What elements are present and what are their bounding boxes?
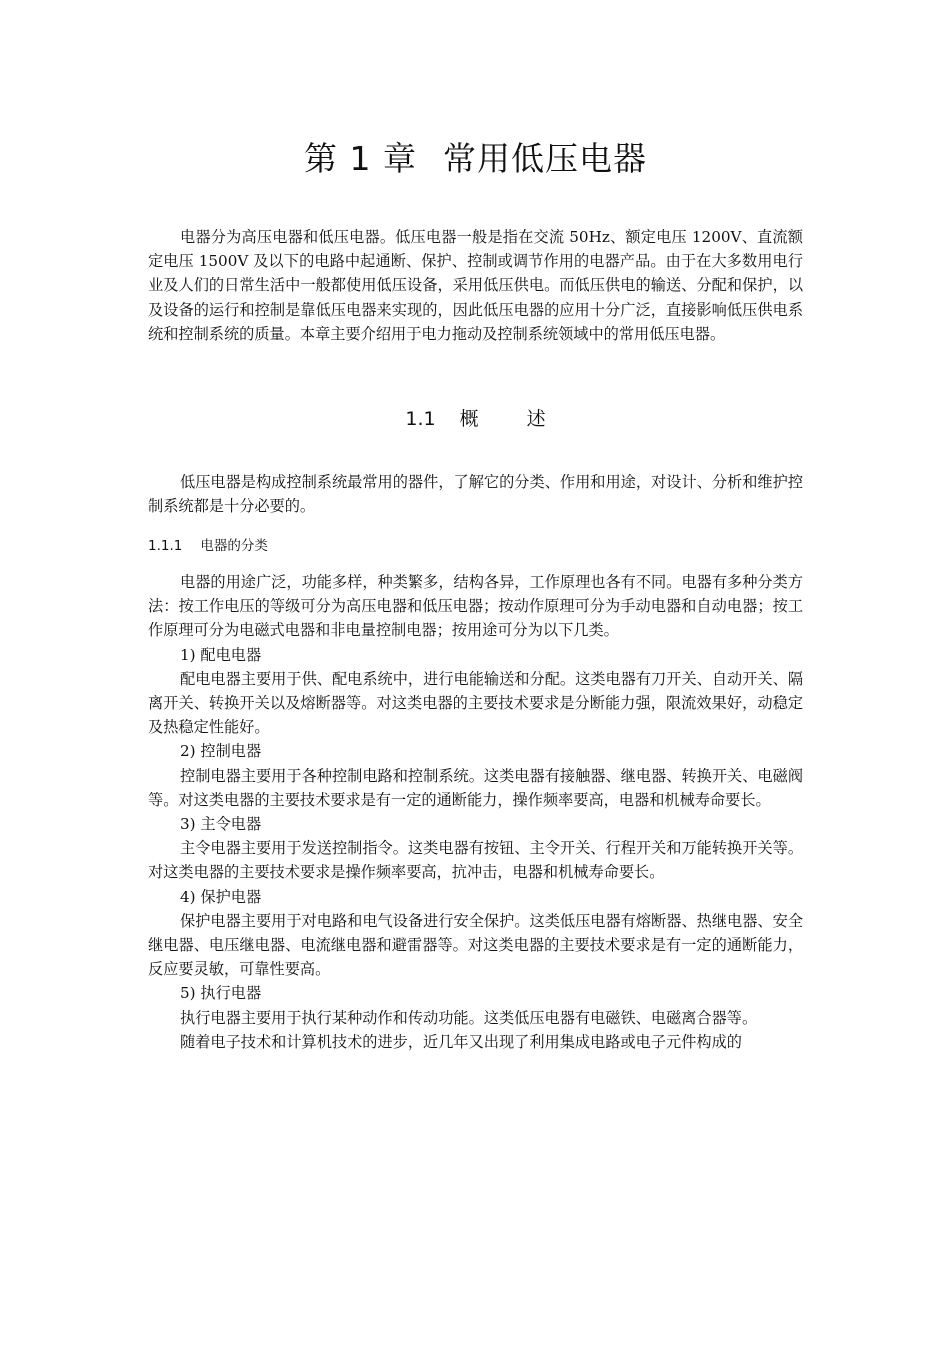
section-title-part1: 概: [459, 408, 479, 430]
category-heading: 2) 控制电器: [180, 742, 262, 761]
closing-paragraph: 随着电子技术和计算机技术的进步，近几年又出现了利用集成电路或电子元件构成的: [180, 1032, 742, 1051]
subsection-intro: 电器的用途广泛，功能多样，种类繁多，结构各异，工作原理也各有不同。电器有多种分类方法：按工作电压的等级可分为高压电器和低压电器；按动作原理可分为手动电器和自动电器；按工作原理可分为电磁式电器和非电量控制电器；按用途可分为以下几类。: [148, 573, 803, 640]
category-text: 主令电器主要用于发送控制指令。这类电器有按钮、主令开关、行程开关和万能转换开关等。对这类电器的主要技术要求是操作频率要高，抗冲击，电器和机械寿命要长。: [148, 839, 803, 882]
chapter-title: [148, 136, 803, 182]
section-overview: [148, 470, 803, 518]
subsection-body: [148, 570, 803, 1054]
subsection-title: [148, 535, 268, 557]
section-title: [148, 406, 803, 432]
section-title-part2: 述: [526, 408, 546, 430]
category-heading: 3) 主令电器: [180, 815, 262, 834]
category-heading: 5) 执行电器: [180, 984, 262, 1003]
category-text: 保护电器主要用于对电路和电气设备进行安全保护。这类低压电器有熔断器、热继电器、安全继电器、电压继电器、电流继电器和避雷器等。对这类电器的主要技术要求是有一定的通断能力，反应要灵敏，可靠性要高。: [148, 911, 803, 979]
category-heading: 4) 保护电器: [180, 887, 262, 906]
section-number: 1.1: [405, 408, 436, 430]
category-heading: 1) 配电电器: [180, 645, 262, 664]
category-text: 执行电器主要用于执行某种动作和传动功能。这类低压电器有电磁铁、电磁离合器等。: [180, 1008, 758, 1027]
category-text: 控制电器主要用于各种控制电路和控制系统。这类电器有接触器、继电器、转换开关、电磁阀等。对这类电器的主要技术要求是有一定的通断能力，操作频率要高，电器和机械寿命要长。: [148, 766, 803, 809]
section-paragraph: 低压电器是构成控制系统最常用的器件，了解它的分类、作用和用途，对设计、分析和维护控制系统都是十分必要的。: [148, 473, 803, 516]
category-text: 配电电器主要用于供、配电系统中，进行电能输送和分配。这类电器有刀开关、自动开关、隔离开关、转换开关以及熔断器等。对这类电器的主要技术要求是分断能力强，限流效果好，动稳定及热稳定性能好。: [148, 669, 803, 737]
intro-paragraph: 电器分为高压电器和低压电器。低压电器一般是指在交流 50Hz、额定电压 1200V、直流额定电压 1500V 及以下的电路中起通断、保护、控制或调节作用的电器产品。由于在大多数用电行业及人们的日常生活中一般都使用低压设备，采用低压供电。而低压供电的输送、分配和保护，以及设备的运行和控制是靠低压电器来实现的，因此低压电器的应用十分广泛，直接影响低压供电系统和控制系统的质量。本章主要介绍用于电力拖动及控制系统领域中的常用低压电器。: [148, 228, 803, 343]
chapter-number: 第 1 章: [304, 139, 417, 178]
chapter-intro: [148, 225, 803, 346]
subsection-name: 电器的分类: [200, 538, 268, 554]
chapter-name: 常用低压电器: [442, 139, 647, 178]
subsection-number: 1.1.1: [148, 538, 183, 554]
